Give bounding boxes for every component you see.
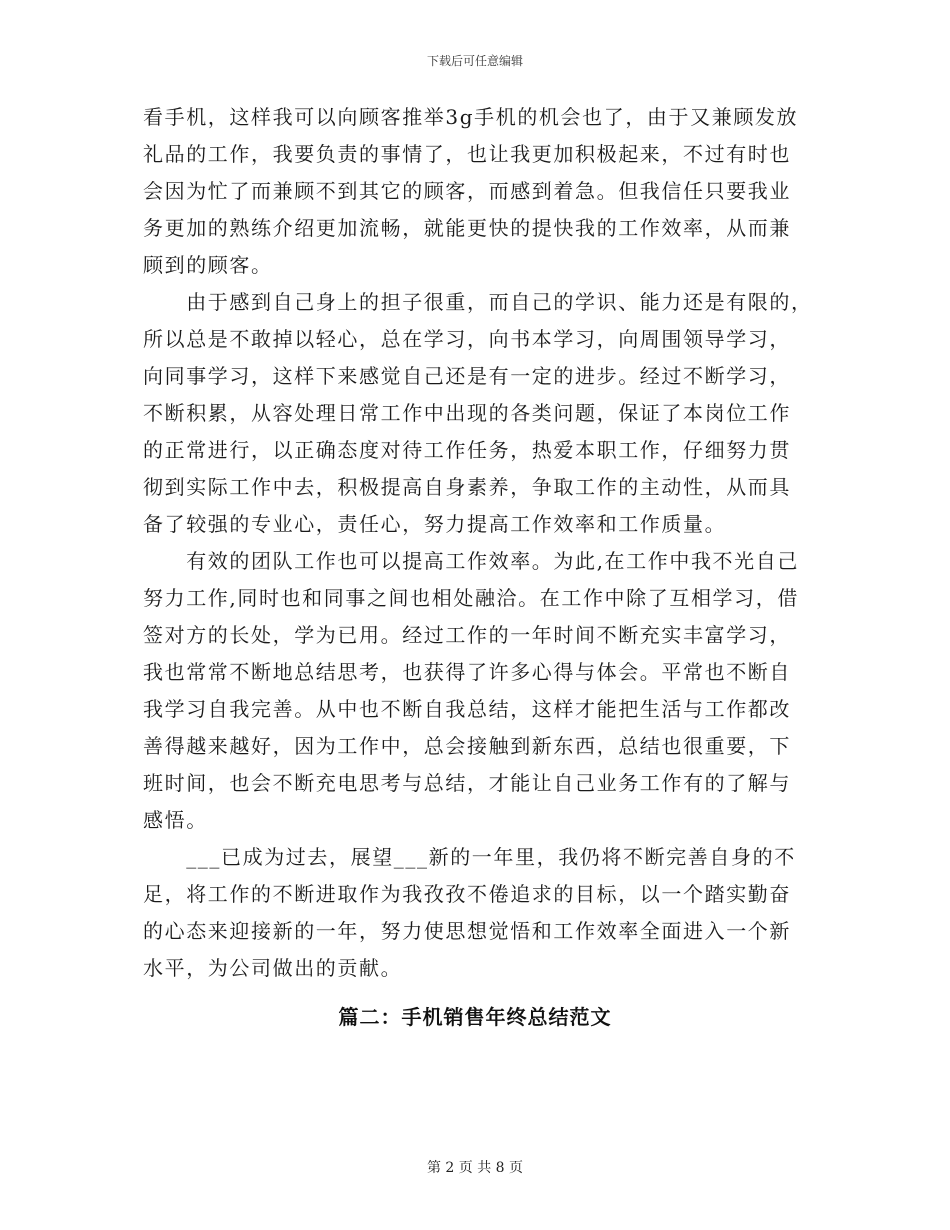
text-line: 水平，为公司做出的贡献。 [143,956,403,980]
text-line: 有效的团队工作也可以提高工作效率。为此,在工作中我不光自己 [143,549,799,573]
text-line: 的心态来迎接新的一年，努力使思想觉悟和工作效率全面进入一个新 [143,919,791,943]
paragraph [143,839,811,987]
text-line: 看手机，这样我可以向顾客推举3g手机的机会也了，由于又兼顾发放 [143,105,799,129]
text-line: 务更加的熟练介绍更加流畅，就能更快的提快我的工作效率，从而兼 [143,216,791,240]
document-body [143,99,811,987]
paragraph [143,543,811,839]
text-line: 足，将工作的不断进取作为我孜孜不倦追求的目标，以一个踏实勤奋 [143,882,791,906]
text-line: 所以总是不敢掉以轻心，总在学习，向书本学习，向周围领导学习， [143,327,791,351]
text-line: 彻到实际工作中去，积极提高自身素养，争取工作的主动性，从而具 [143,475,791,499]
text-line: ___已成为过去，展望___新的一年里，我仍将不断完善自身的不 [143,845,796,869]
text-line: 会因为忙了而兼顾不到其它的顾客，而感到着急。但我信任只要我业 [143,179,791,203]
text-line: 我也常常不断地总结思考，也获得了许多心得与体会。平常也不断自 [143,660,791,684]
text-line: 备了较强的专业心，责任心，努力提高工作效率和工作质量。 [143,512,727,536]
page-header-note: 下载后可任意编辑 [426,54,523,68]
text-line: 签对方的长处，学为已用。经过工作的一年时间不断充实丰富学习， [143,623,791,647]
text-line: 顾到的顾客。 [143,253,273,277]
text-line: 礼品的工作，我要负责的事情了，也让我更加积极起来，不过有时也 [143,142,791,166]
paragraph [143,284,811,543]
section-heading: 篇二：手机销售年终总结范文 [338,1005,612,1029]
text-line: 由于感到自己身上的担子很重，而自己的学识、能力还是有限的， [143,290,813,314]
text-line: 不断积累，从容处理日常工作中出现的各类问题，保证了本岗位工作 [143,401,791,425]
paragraph [143,99,811,284]
text-line: 善得越来越好，因为工作中，总会接触到新东西，总结也很重要，下 [143,734,791,758]
text-line: 的正常进行，以正确态度对待工作任务，热爱本职工作，仔细努力贯 [143,438,791,462]
text-line: 班时间，也会不断充电思考与总结，才能让自己业务工作有的了解与 [143,771,791,795]
page-number: 第 2 页 共 8 页 [426,1160,524,1176]
text-line: 我学习自我完善。从中也不断自我总结，这样才能把生活与工作都改 [143,697,791,721]
text-line: 努力工作,同时也和同事之间也相处融洽。在工作中除了互相学习，借 [143,586,799,610]
text-line: 向同事学习，这样下来感觉自己还是有一定的进步。经过不断学习， [143,364,791,388]
text-line: 感悟。 [143,808,208,832]
